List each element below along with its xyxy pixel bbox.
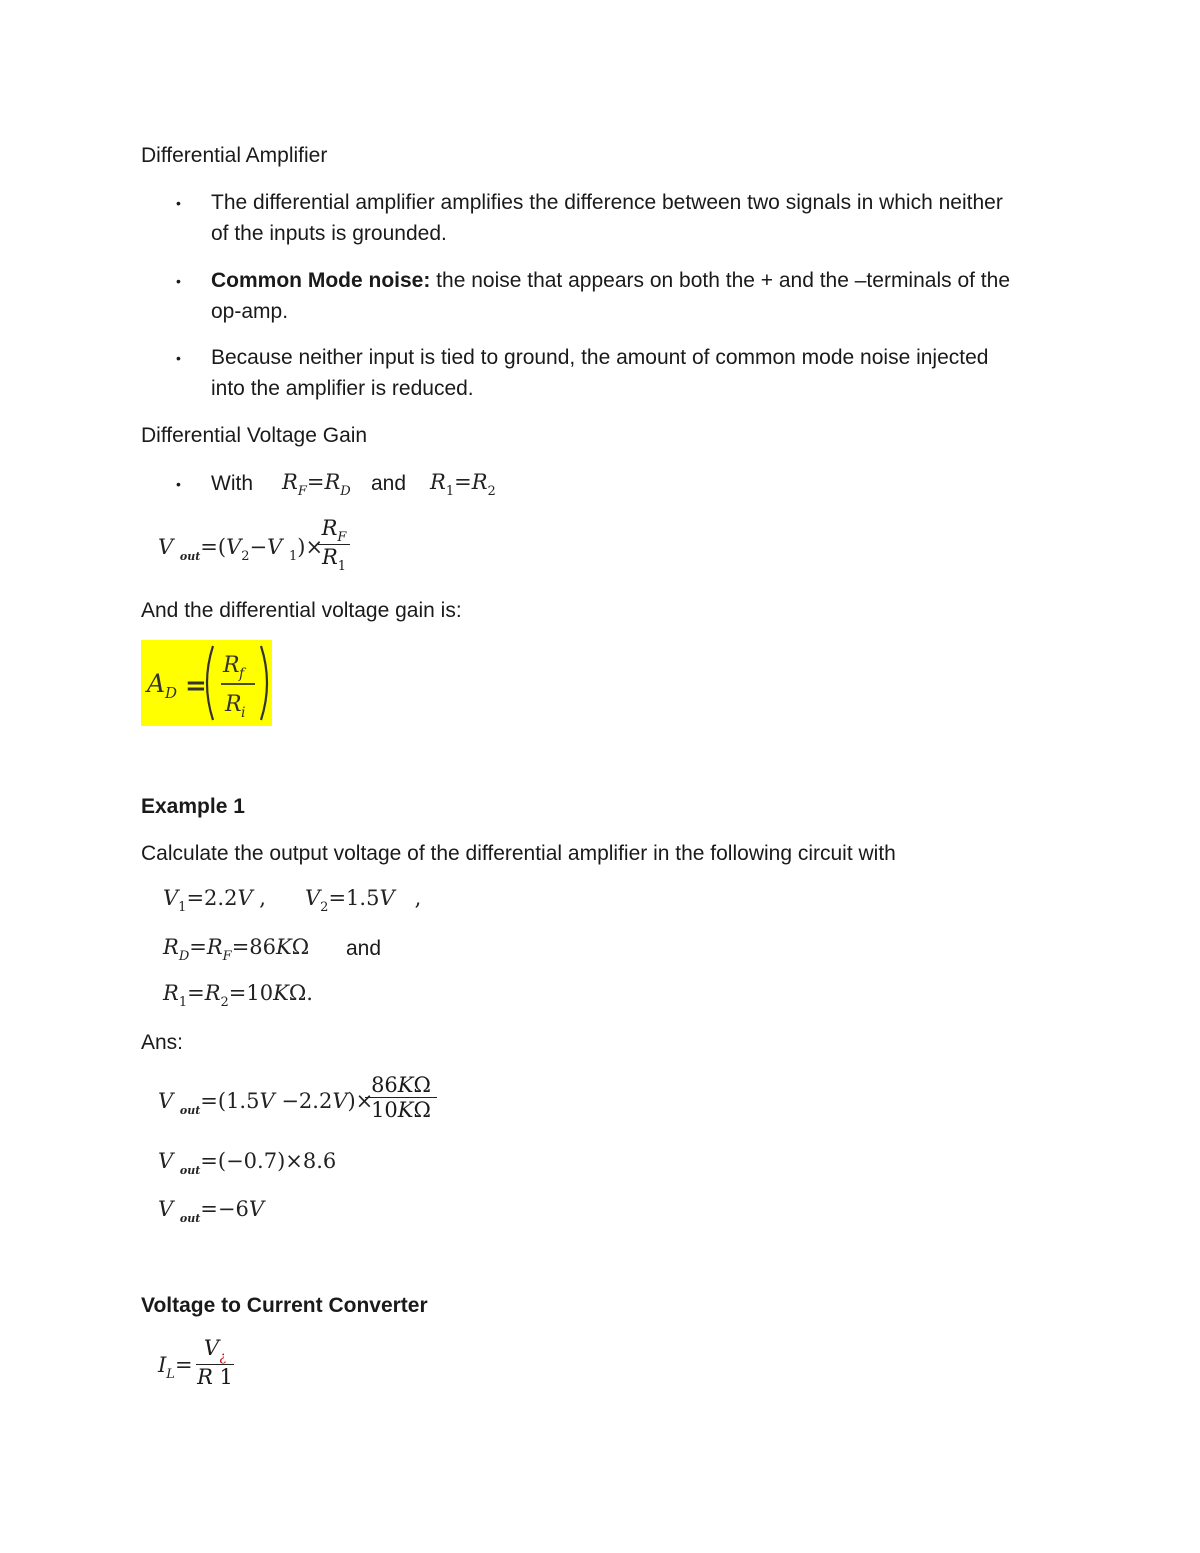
bullet-icon: • — [176, 195, 181, 211]
equation-r1-equals-r2: $R_1=R_2$ — [430, 470, 496, 499]
gain-formula-highlight — [141, 640, 272, 726]
svg-text:A: A — [147, 669, 166, 698]
with-label: With — [211, 472, 253, 495]
bullet-icon: • — [176, 273, 181, 289]
svg-text:f: f — [239, 666, 245, 682]
example-question: Calculate the output voltage of the differential amplifier in the following circuit with — [141, 842, 896, 865]
equation-il: $I_L=$ — [158, 1353, 193, 1382]
example-and-label: and — [346, 937, 382, 960]
answer-step-3: V $_{out}$=−6V — [158, 1197, 265, 1225]
ad-equals-rf-over-ri-formula — [141, 640, 272, 726]
fraction-vin-over-r1: $V_¿$ R 1 — [197, 1336, 233, 1389]
bullet-icon: • — [176, 350, 181, 366]
section-heading-voltage-to-current: Voltage to Current Converter — [141, 1294, 428, 1317]
given-r1-r2: $R_1=R_2=10K\Omega$. — [163, 981, 313, 1010]
answer-step-1: V $_{out}$=(1.5V −2.2V)× — [158, 1089, 374, 1117]
bullet-2-line-1 — [211, 268, 1010, 294]
common-mode-noise-term: Common Mode noise: — [211, 269, 431, 292]
svg-text:i: i — [241, 705, 246, 721]
bullet-3-line-2: into the amplifier is reduced. — [211, 377, 474, 400]
svg-text:R: R — [223, 653, 240, 678]
section-heading-differential-voltage-gain: Differential Voltage Gain — [141, 424, 368, 447]
svg-text:=: = — [185, 671, 207, 701]
answer-step-2: V $_{out}$=(−0.7)×8.6 — [158, 1149, 337, 1177]
section-heading-differential-amplifier: Differential Amplifier — [141, 144, 328, 167]
bullet-1-line-2: of the inputs is grounded. — [211, 222, 447, 245]
bullet-1-line-1: The differential amplifier amplifies the difference between two signals in which neither — [211, 191, 1003, 214]
bullet-2-line-1-rest: the noise that appears on both the + and the –terminals of the — [430, 269, 1010, 292]
bullet-icon: • — [176, 476, 181, 492]
given-v1: $V_1=2.2V$ , — [163, 886, 266, 915]
given-v2: $V_2=1.5V$ , — [305, 886, 422, 915]
fraction-rf-over-r1: $R_F$ $R_1$ — [318, 516, 350, 573]
answer-label: Ans: — [141, 1031, 184, 1054]
example-title: Example 1 — [141, 795, 245, 818]
svg-text:R: R — [225, 692, 242, 717]
given-rd-rf: $R_D=R_F=86K\Omega$ — [163, 935, 310, 964]
vin-glitch-glyph: ¿ — [219, 1350, 227, 1365]
equation-rf-equals-rd: $R_F=R_D$ — [282, 470, 351, 499]
bullet-2-line-2: op-amp. — [211, 300, 289, 323]
svg-text:D: D — [165, 684, 178, 702]
gain-sentence: And the differential voltage gain is: — [141, 599, 462, 622]
bullet-3-line-1: Because neither input is tied to ground, the amount of common mode noise injected — [211, 346, 989, 369]
and-label: and — [371, 472, 407, 495]
equation-vout-differential: V $_{out}=(V_2-V$ $_1$)× — [158, 535, 324, 564]
fraction-86k-over-10k: 86KΩ 10KΩ — [365, 1073, 437, 1122]
